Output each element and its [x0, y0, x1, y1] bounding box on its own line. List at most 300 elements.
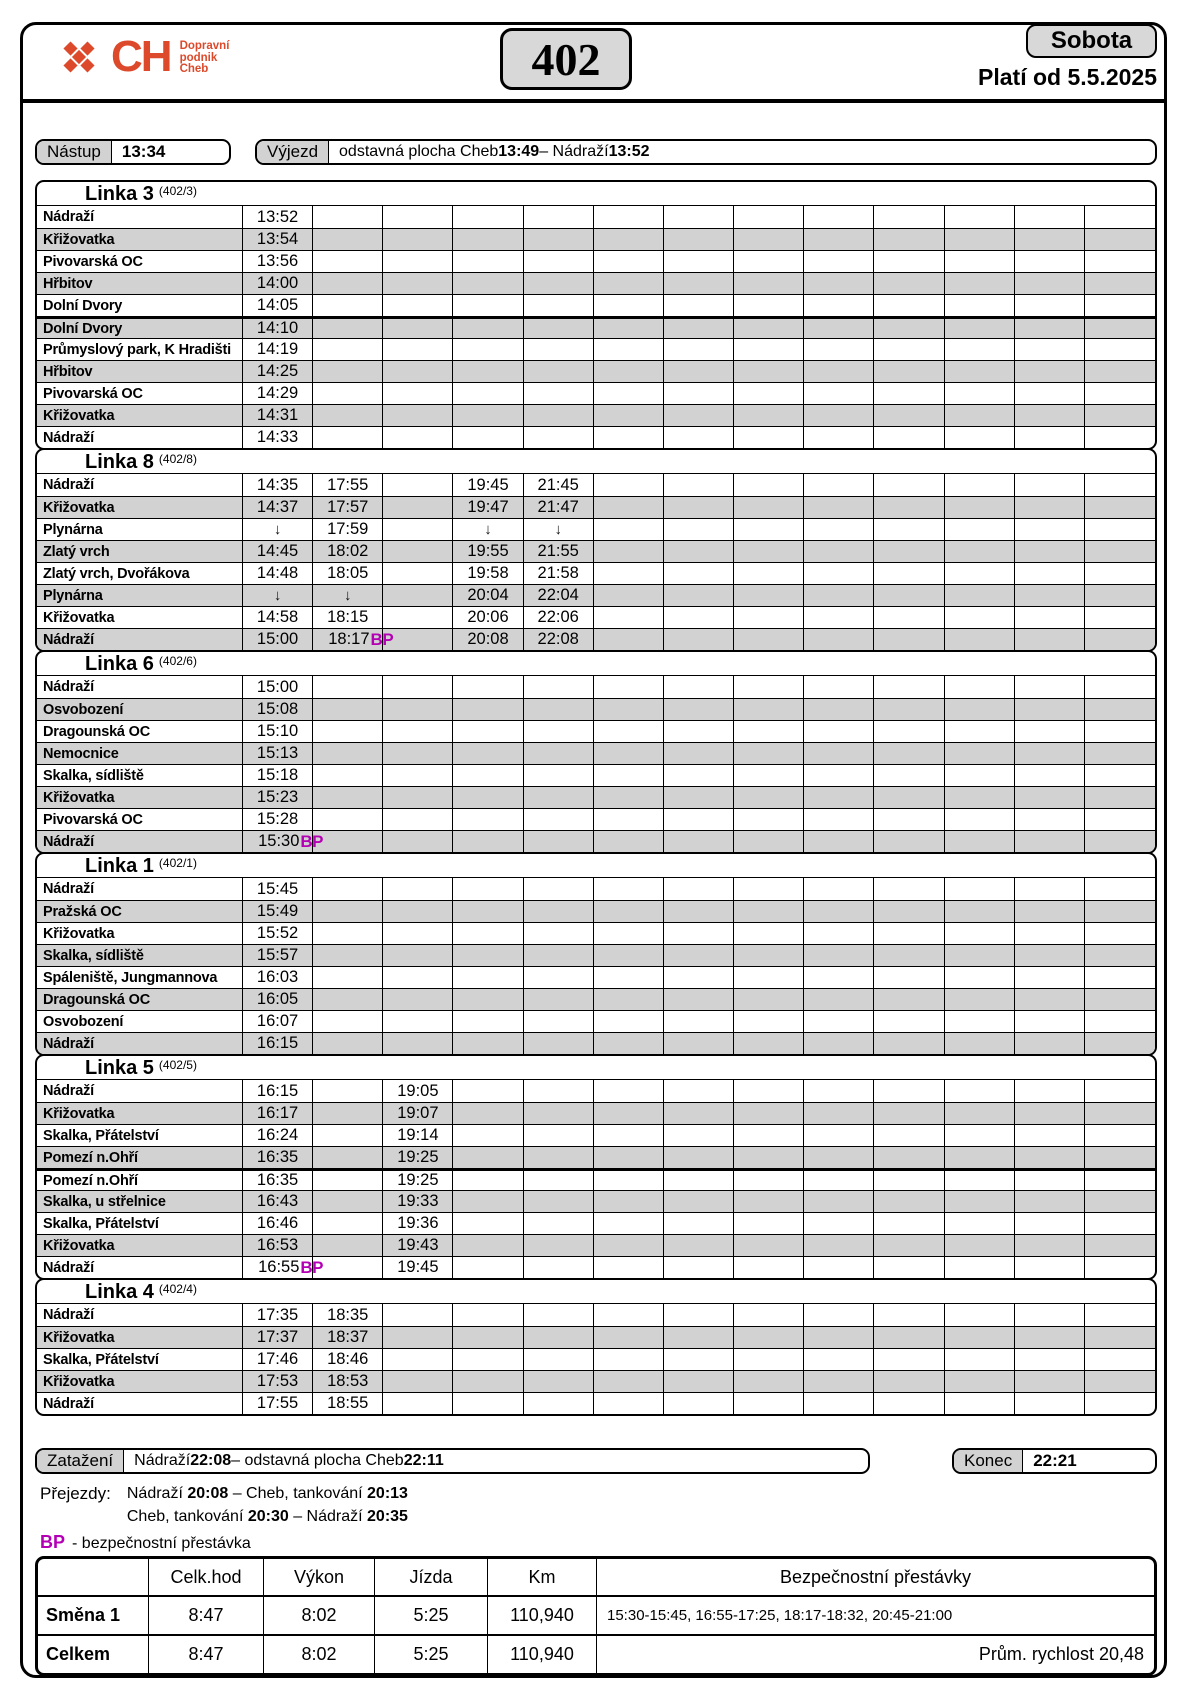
stop-name-cell: Pomezí n.Ohří — [37, 1171, 243, 1190]
time-cell — [945, 607, 1015, 628]
departure-time: 16:46 — [256, 1214, 299, 1232]
time-cell — [313, 809, 383, 830]
time-cell — [664, 607, 734, 628]
time-cell — [594, 361, 664, 382]
time-cell — [1085, 699, 1155, 720]
time-cell — [524, 229, 594, 250]
time-cell — [453, 1371, 523, 1392]
time-cell — [383, 809, 453, 830]
time-cell — [664, 923, 734, 944]
time-cell — [594, 1327, 664, 1348]
time-cell — [664, 383, 734, 404]
time-cell — [594, 1171, 664, 1190]
time-cell — [945, 361, 1015, 382]
time-cell — [1015, 1257, 1085, 1278]
bp-marker: BP — [370, 629, 394, 649]
time-cell — [243, 383, 313, 404]
time-cell — [594, 878, 664, 900]
time-cell — [874, 585, 944, 606]
linka-section-header — [37, 1056, 1155, 1080]
summary-row-label: Celkem — [38, 1636, 149, 1673]
transfer-line: Nádraží 20:08 – Cheb, tankování 20:13 — [126, 1485, 408, 1502]
time-cell — [594, 901, 664, 922]
stop-name-cell: Hřbitov — [37, 361, 243, 382]
time-cell — [383, 831, 453, 852]
time-cell — [1015, 519, 1085, 540]
time-cell — [664, 1125, 734, 1146]
time-cell — [734, 1103, 804, 1124]
time-cell — [734, 923, 804, 944]
end-box — [952, 1448, 1157, 1474]
time-cell — [804, 989, 874, 1010]
time-cell — [594, 405, 664, 426]
time-cell — [1015, 878, 1085, 900]
time-cell — [243, 809, 313, 830]
departure-time: 14:31 — [256, 406, 299, 424]
time-cell — [804, 427, 874, 448]
time-cell — [313, 563, 383, 584]
time-cell — [1085, 989, 1155, 1010]
time-cell — [734, 319, 804, 338]
time-cell — [453, 229, 523, 250]
summary-header-cell: Km — [488, 1559, 597, 1595]
stop-name-cell: Křižovatka — [37, 607, 243, 628]
time-cell — [594, 1213, 664, 1234]
linka-rows — [37, 1080, 1155, 1278]
time-cell — [804, 1080, 874, 1102]
linka-section — [35, 1054, 1157, 1280]
time-cell — [453, 361, 523, 382]
time-cell — [383, 361, 453, 382]
departure-time: 19:14 — [397, 1126, 439, 1144]
stop-name-cell: Skalka, Přátelství — [37, 1349, 243, 1370]
linka-title: Linka 5 — [85, 1056, 154, 1079]
time-cell — [383, 1011, 453, 1032]
stop-row — [37, 562, 1155, 584]
time-cell — [664, 765, 734, 786]
time-cell — [243, 519, 313, 540]
time-cell — [664, 1080, 734, 1102]
stop-name-cell: Nádraží — [37, 676, 243, 698]
time-cell — [243, 765, 313, 786]
time-cell — [1015, 699, 1085, 720]
time-cell — [313, 878, 383, 900]
time-cell — [453, 629, 523, 650]
time-cell — [874, 989, 944, 1010]
boarding-box — [35, 139, 231, 165]
time-cell — [804, 923, 874, 944]
time-cell — [874, 1080, 944, 1102]
time-cell — [945, 319, 1015, 338]
time-cell — [383, 1171, 453, 1190]
stop-row — [37, 1102, 1155, 1124]
pass-through-arrow-icon: ↓ — [273, 587, 282, 604]
time-cell — [664, 699, 734, 720]
summary-value-cell: 110,940 — [488, 1636, 597, 1673]
time-cell — [664, 1213, 734, 1234]
time-cell — [1085, 497, 1155, 518]
time-cell — [1015, 1191, 1085, 1212]
stop-row — [37, 1168, 1155, 1190]
time-cell — [524, 676, 594, 698]
time-cell — [1015, 585, 1085, 606]
departure-time: 16:07 — [256, 1012, 299, 1030]
departure-time: 13:54 — [256, 230, 299, 248]
linka-code: (402/1) — [158, 855, 197, 870]
time-cell — [594, 607, 664, 628]
time-cell — [1085, 295, 1155, 316]
operator-logo — [56, 34, 229, 80]
time-cell — [594, 519, 664, 540]
time-cell — [524, 831, 594, 852]
time-cell — [804, 383, 874, 404]
linka-title: Linka 8 — [85, 450, 154, 473]
summary-header-cell — [38, 1559, 149, 1595]
time-cell — [524, 765, 594, 786]
timetable — [35, 180, 1157, 1416]
linka-code: (402/6) — [158, 653, 197, 668]
time-cell — [594, 967, 664, 988]
time-cell — [664, 743, 734, 764]
stop-name-cell: Křižovatka — [37, 229, 243, 250]
time-cell — [874, 629, 944, 650]
time-cell — [734, 831, 804, 852]
time-cell — [313, 1213, 383, 1234]
time-cell — [313, 607, 383, 628]
time-cell — [313, 541, 383, 562]
time-cell — [734, 427, 804, 448]
time-cell — [453, 831, 523, 852]
time-cell — [313, 923, 383, 944]
time-cell — [383, 273, 453, 294]
time-cell — [1015, 923, 1085, 944]
time-cell — [1085, 743, 1155, 764]
linka-section-header — [37, 854, 1155, 878]
time-cell — [313, 497, 383, 518]
departure-time: 19:05 — [397, 1081, 439, 1100]
time-cell — [243, 361, 313, 382]
time-cell — [524, 1213, 594, 1234]
linka-title: Linka 4 — [85, 1280, 154, 1303]
time-cell — [945, 427, 1015, 448]
time-cell — [383, 1257, 453, 1278]
time-cell — [664, 1171, 734, 1190]
time-cell — [1015, 206, 1085, 228]
time-cell — [945, 229, 1015, 250]
linka-code: (402/3) — [158, 183, 197, 198]
time-cell — [804, 1033, 874, 1054]
time-cell — [594, 743, 664, 764]
time-cell — [734, 1257, 804, 1278]
summary-row-label: Směna 1 — [38, 1597, 149, 1634]
departure-time: 19:07 — [397, 1104, 439, 1122]
time-cell — [664, 721, 734, 742]
departure-time: 16:24 — [256, 1126, 299, 1144]
time-cell — [313, 629, 394, 650]
time-cell — [383, 295, 453, 316]
pull-in-text: Nádraží 22:08 – odstavná plocha Cheb 22:11 — [134, 1452, 444, 1469]
time-cell — [1085, 1371, 1155, 1392]
time-cell — [874, 1191, 944, 1212]
linka-section-header — [37, 450, 1155, 474]
time-cell — [453, 474, 523, 496]
time-cell — [734, 1393, 804, 1414]
time-cell — [874, 474, 944, 496]
time-cell — [945, 1191, 1015, 1212]
valid-from-date: Platí od 5.5.2025 — [978, 64, 1157, 90]
time-cell — [664, 497, 734, 518]
time-cell — [804, 967, 874, 988]
time-cell — [453, 967, 523, 988]
time-cell — [664, 361, 734, 382]
linka-rows — [37, 474, 1155, 650]
time-cell — [594, 1393, 664, 1414]
time-cell — [383, 1327, 453, 1348]
time-cell — [1015, 743, 1085, 764]
bp-marker: BP — [300, 831, 324, 851]
stop-row — [37, 1010, 1155, 1032]
time-cell — [1015, 1080, 1085, 1102]
stop-row — [37, 518, 1155, 540]
time-cell — [734, 541, 804, 562]
time-cell — [594, 629, 664, 650]
departure-time: 16:17 — [256, 1104, 299, 1122]
time-cell — [874, 1235, 944, 1256]
departure-time: 14:45 — [256, 542, 299, 560]
time-cell — [383, 923, 453, 944]
time-cell — [313, 206, 383, 228]
time-cell — [524, 945, 594, 966]
time-cell — [594, 563, 664, 584]
time-cell — [1085, 1349, 1155, 1370]
stop-row — [37, 1370, 1155, 1392]
stop-name-cell: Nádraží — [37, 1257, 243, 1278]
time-cell — [383, 607, 453, 628]
time-cell — [734, 585, 804, 606]
time-cell — [243, 1257, 324, 1278]
departure-time: 14:35 — [256, 475, 299, 494]
time-cell — [383, 1103, 453, 1124]
time-cell — [1015, 541, 1085, 562]
time-cell — [804, 809, 874, 830]
transfer-line: Cheb, tankování 20:30 – Nádraží 20:35 — [126, 1508, 408, 1525]
time-cell — [804, 607, 874, 628]
time-cell — [734, 989, 804, 1010]
time-cell — [874, 251, 944, 272]
time-cell — [664, 629, 734, 650]
route-number-badge: 402 — [500, 28, 632, 90]
time-cell — [734, 497, 804, 518]
time-cell — [1085, 721, 1155, 742]
time-cell — [453, 427, 523, 448]
stop-row — [37, 878, 1155, 900]
time-cell — [874, 229, 944, 250]
time-cell — [1015, 427, 1085, 448]
departure-time: 14:10 — [256, 319, 299, 337]
departure-time: 18:55 — [327, 1394, 369, 1412]
time-cell — [804, 361, 874, 382]
summary-value-cell: 8:02 — [264, 1597, 375, 1634]
time-cell — [383, 1213, 453, 1234]
time-cell — [313, 1147, 383, 1168]
departure-time: 20:08 — [467, 630, 509, 648]
stop-row — [37, 540, 1155, 562]
boarding-time: 13:34 — [121, 142, 166, 161]
stop-row — [37, 1146, 1155, 1168]
time-cell — [945, 563, 1015, 584]
departure-time: 15:00 — [256, 630, 299, 648]
stop-name-cell: Zlatý vrch — [37, 541, 243, 562]
time-cell — [804, 295, 874, 316]
linka-rows — [37, 676, 1155, 852]
stop-row — [37, 584, 1155, 606]
time-cell — [524, 497, 594, 518]
time-cell — [243, 607, 313, 628]
time-cell — [594, 206, 664, 228]
stop-name-cell: Skalka, sídliště — [37, 945, 243, 966]
time-cell — [874, 427, 944, 448]
time-cell — [734, 607, 804, 628]
stop-row — [37, 628, 1155, 650]
stop-name-cell: Skalka, sídliště — [37, 765, 243, 786]
time-cell — [594, 541, 664, 562]
time-cell — [313, 1327, 383, 1348]
time-cell — [1085, 787, 1155, 808]
time-cell — [453, 1125, 523, 1146]
time-cell — [243, 474, 313, 496]
time-cell — [453, 1033, 523, 1054]
time-cell — [1015, 295, 1085, 316]
time-cell — [945, 1327, 1015, 1348]
departure-time: 19:36 — [397, 1214, 439, 1232]
summary-note-cell: Prům. rychlost 20,48 — [978, 1644, 1144, 1664]
time-cell — [1015, 474, 1085, 496]
time-cell — [243, 967, 313, 988]
time-cell — [1085, 1235, 1155, 1256]
stop-name-cell: Křižovatka — [37, 1371, 243, 1392]
time-cell — [804, 206, 874, 228]
time-cell — [524, 629, 594, 650]
stop-row — [37, 228, 1155, 250]
time-cell — [1085, 629, 1155, 650]
time-cell — [734, 901, 804, 922]
time-cell — [804, 585, 874, 606]
stop-row — [37, 830, 1155, 852]
time-cell — [313, 901, 383, 922]
time-cell — [313, 1191, 383, 1212]
departure-time: 17:53 — [256, 1372, 299, 1390]
departure-time: 18:37 — [327, 1328, 369, 1346]
time-cell — [945, 831, 1015, 852]
time-cell — [594, 497, 664, 518]
time-cell — [664, 206, 734, 228]
time-cell — [453, 1080, 523, 1102]
logo-text: CH — [111, 32, 171, 81]
time-cell — [1085, 765, 1155, 786]
time-cell — [664, 831, 734, 852]
time-cell — [1085, 383, 1155, 404]
time-cell — [804, 878, 874, 900]
time-cell — [664, 1191, 734, 1212]
time-cell — [594, 1011, 664, 1032]
time-cell — [1015, 1304, 1085, 1326]
time-cell — [313, 967, 383, 988]
time-cell — [524, 541, 594, 562]
stop-row — [37, 382, 1155, 404]
time-cell — [945, 967, 1015, 988]
time-cell — [734, 1080, 804, 1102]
time-cell — [1015, 1171, 1085, 1190]
time-cell — [524, 787, 594, 808]
summary-header-cell: Výkon — [264, 1559, 375, 1595]
time-cell — [383, 541, 453, 562]
time-cell — [664, 585, 734, 606]
time-cell — [945, 1371, 1015, 1392]
time-cell — [524, 1011, 594, 1032]
time-cell — [524, 699, 594, 720]
stop-name-cell: Nádraží — [37, 427, 243, 448]
time-cell — [453, 1103, 523, 1124]
time-cell — [243, 945, 313, 966]
time-cell — [1015, 1213, 1085, 1234]
time-cell — [313, 1080, 383, 1102]
stop-name-cell: Křižovatka — [37, 923, 243, 944]
time-cell — [594, 765, 664, 786]
time-cell — [524, 1147, 594, 1168]
time-cell — [804, 273, 874, 294]
stop-row — [37, 1080, 1155, 1102]
time-cell — [664, 1327, 734, 1348]
bp-marker: BP — [300, 1257, 324, 1277]
time-cell — [734, 1235, 804, 1256]
time-cell — [874, 273, 944, 294]
time-cell — [1085, 1393, 1155, 1414]
time-cell — [383, 497, 453, 518]
time-cell — [453, 923, 523, 944]
time-cell — [945, 1235, 1015, 1256]
time-cell — [594, 339, 664, 360]
time-cell — [1015, 361, 1085, 382]
time-cell — [313, 427, 383, 448]
time-cell — [874, 1371, 944, 1392]
time-cell — [243, 1304, 313, 1326]
time-cell — [243, 1011, 313, 1032]
time-cell — [1085, 405, 1155, 426]
time-cell — [734, 563, 804, 584]
time-cell — [804, 721, 874, 742]
end-label: Konec — [954, 1450, 1023, 1472]
time-cell — [664, 945, 734, 966]
time-cell — [874, 967, 944, 988]
ch-cross-logo-icon — [56, 34, 102, 80]
time-cell — [874, 1147, 944, 1168]
time-cell — [243, 563, 313, 584]
time-cell — [804, 765, 874, 786]
time-cell — [874, 361, 944, 382]
time-cell — [243, 273, 313, 294]
time-cell — [664, 251, 734, 272]
time-cell — [383, 1125, 453, 1146]
time-cell — [664, 989, 734, 1010]
bp-legend — [40, 1532, 251, 1553]
time-cell — [804, 787, 874, 808]
time-cell — [313, 1371, 383, 1392]
departure-time: 15:28 — [256, 810, 299, 828]
time-cell — [734, 339, 804, 360]
time-cell — [874, 519, 944, 540]
time-cell — [594, 831, 664, 852]
time-cell — [734, 699, 804, 720]
